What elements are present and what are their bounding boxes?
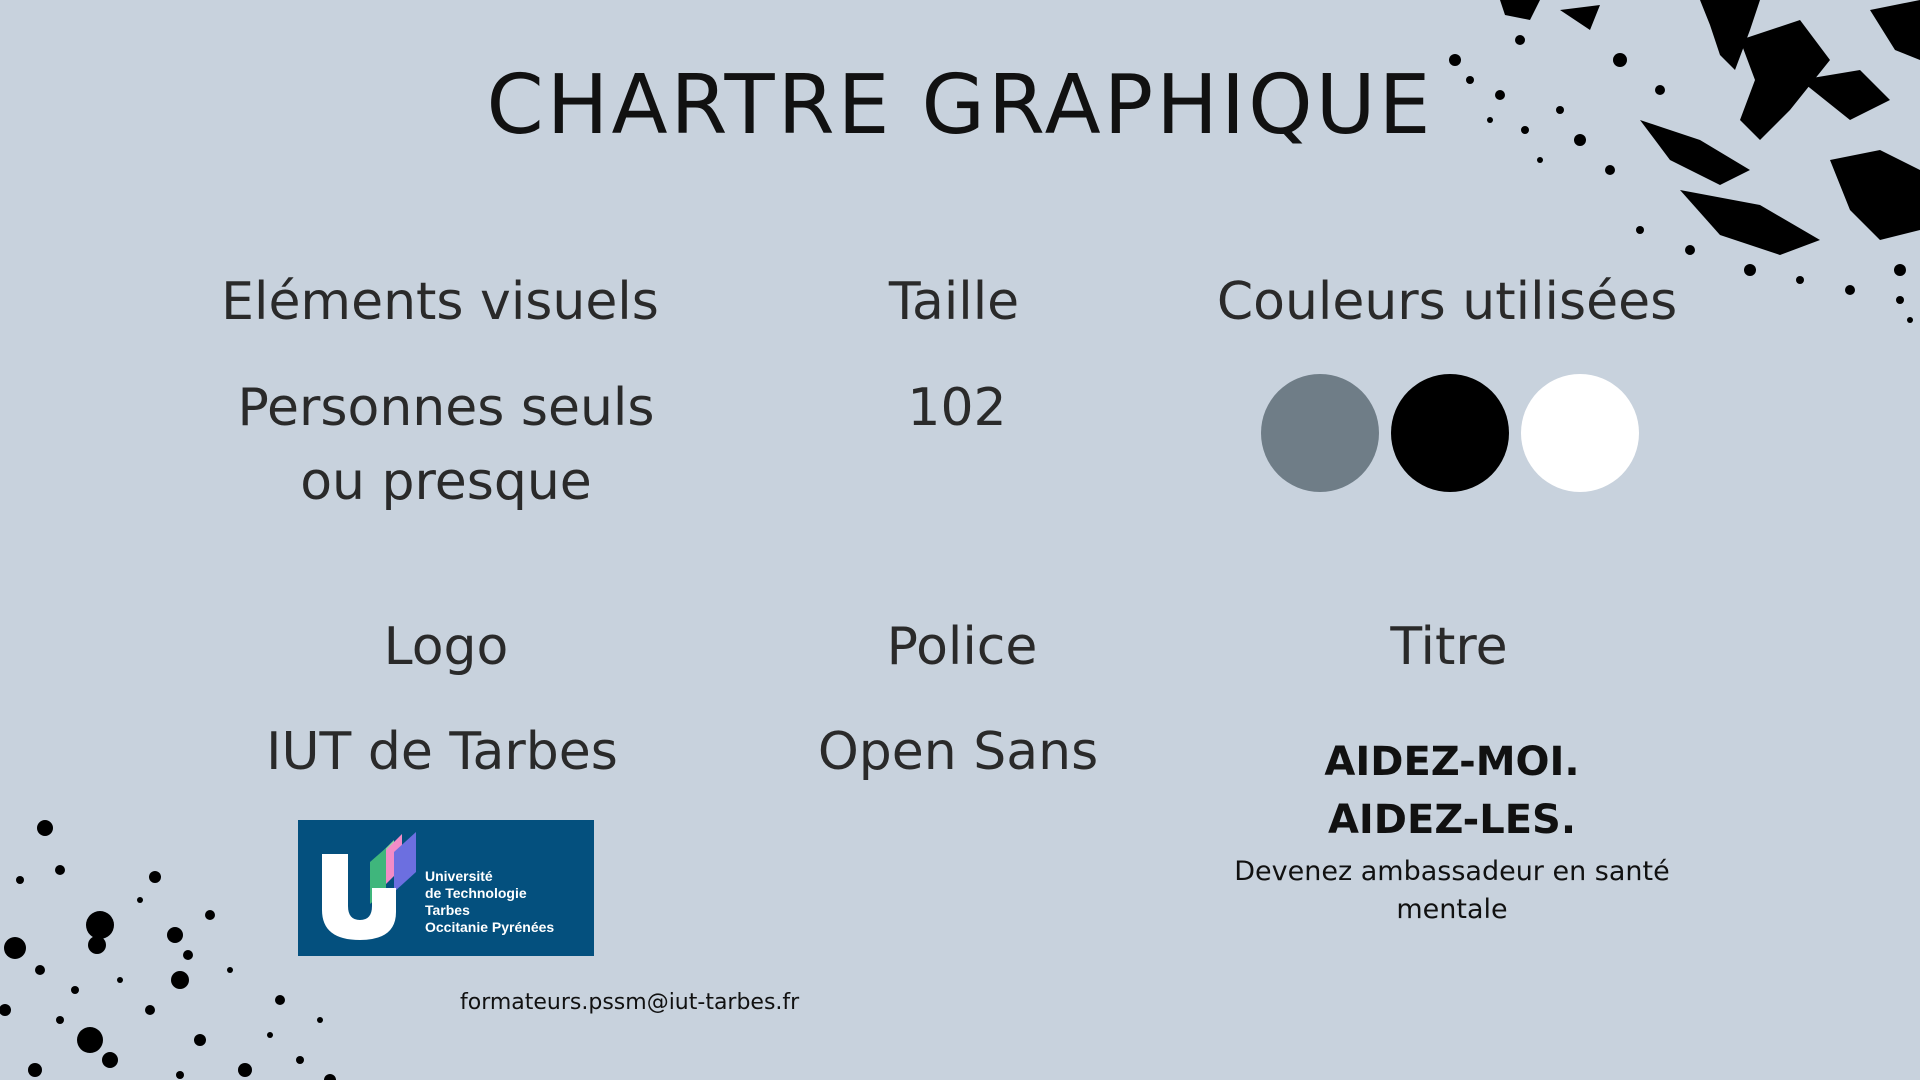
font-value: Open Sans [817, 722, 1099, 782]
page-title: CHARTRE GRAPHIQUE [486, 58, 1434, 153]
iut-logo [298, 820, 594, 956]
color-swatch-gray [1261, 374, 1379, 492]
visual-elements-line1: Personnes seuls [237, 378, 655, 438]
iut-u-logo-icon [322, 832, 422, 944]
font-heading: Police [886, 617, 1038, 677]
color-swatch-white [1521, 374, 1639, 492]
titre-heading: Titre [1390, 617, 1508, 677]
logo-value: IUT de Tarbes [266, 722, 618, 782]
logo-text-line4: Occitanie Pyrénées [425, 919, 555, 935]
size-heading: Taille [888, 272, 1020, 332]
iut-logo-text [425, 868, 554, 936]
size-value: 102 [907, 378, 1007, 438]
tagline-line1: AIDEZ-MOI. [1324, 739, 1580, 785]
logo-text-line3: Tarbes [425, 902, 470, 918]
tagline-line2: AIDEZ-LES. [1327, 797, 1577, 843]
visual-elements-heading: Eléments visuels [221, 272, 659, 332]
visual-elements-value [186, 371, 706, 519]
logo-text-line2: de Technologie [425, 885, 527, 901]
tagline-sub2: mentale [1396, 894, 1508, 925]
visual-elements-line2: ou presque [300, 452, 592, 512]
color-swatch-black [1391, 374, 1509, 492]
logo-heading: Logo [383, 617, 509, 677]
colors-heading: Couleurs utilisées [1216, 272, 1678, 332]
contact-email: formateurs.pssm@iut-tarbes.fr [460, 990, 800, 1015]
titre-sample [1182, 733, 1722, 929]
tagline-sub1: Devenez ambassadeur en santé [1234, 856, 1670, 887]
logo-text-line1: Université [425, 868, 493, 884]
